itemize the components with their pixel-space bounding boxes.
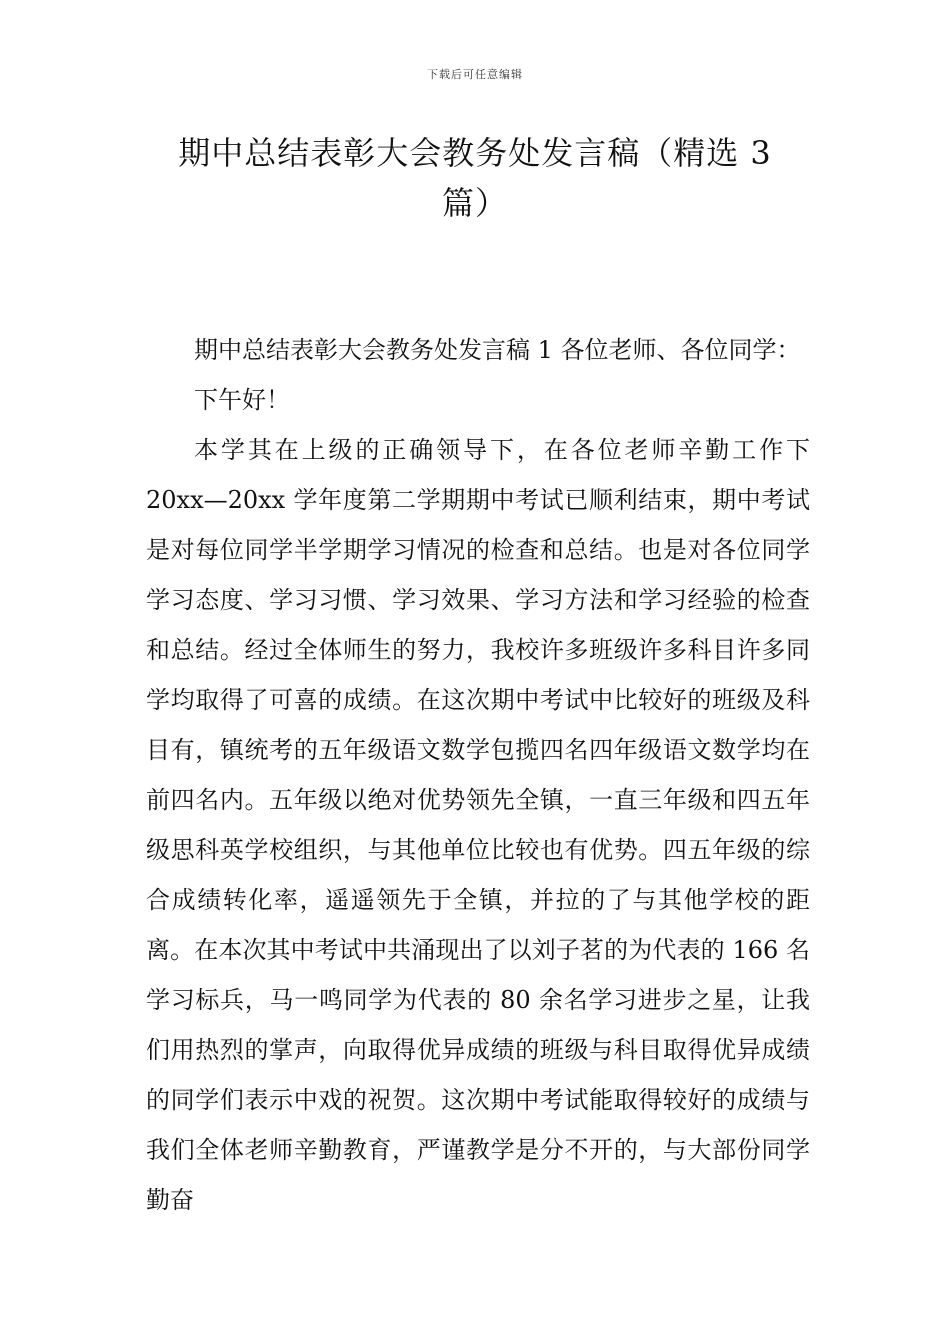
body-paragraph: 本学其在上级的正确领导下，在各位老师辛勤工作下 20xx—20xx 学年度第二学期期中考试已顺利结束，期中考试是对每位同学半学期学习情况的检查和总结。也是对各位同学学习态度、学习习惯、学习效果、学习方法和学习经验的检查和总结。经过全体师生的努力，我校许多班级许多科目许多同学均取得了可喜的成绩。在这次期中考试中比较好的班级及科目有，镇统考的五年级语文数学包揽四名四年级语文数学均在前四名内。五年级以绝对优势领先全镇，一直三年级和四五年级思科英学校组织，与其他单位比较也有优势。四五年级的综合成绩转化率，遥遥领先于全镇，并拉的了与其他学校的距离。在本次其中考试中共涌现出了以刘子茗的为代表的 166 名学习标兵，马一鸣同学为代表的 80 余名学习进步之星，让我们用热烈的掌声，向取得优异成绩的班级与科目取得优异成绩的同学们表示中戏的祝贺。这次期中考试能取得较好的成绩与我们全体老师辛勤教育，严谨教学是分不开的，与大部份同学勤奋 — [146, 436, 810, 1214]
document-title: 期中总结表彰大会教务处发言稿（精选 3 篇） — [178, 134, 772, 222]
document-body — [146, 325, 810, 1225]
body-paragraph: 期中总结表彰大会教务处发言稿 1 各位老师、各位同学： — [194, 336, 801, 364]
page-header-note: 下载后可任意编辑 — [427, 68, 523, 81]
body-paragraph: 下午好！ — [194, 386, 290, 414]
